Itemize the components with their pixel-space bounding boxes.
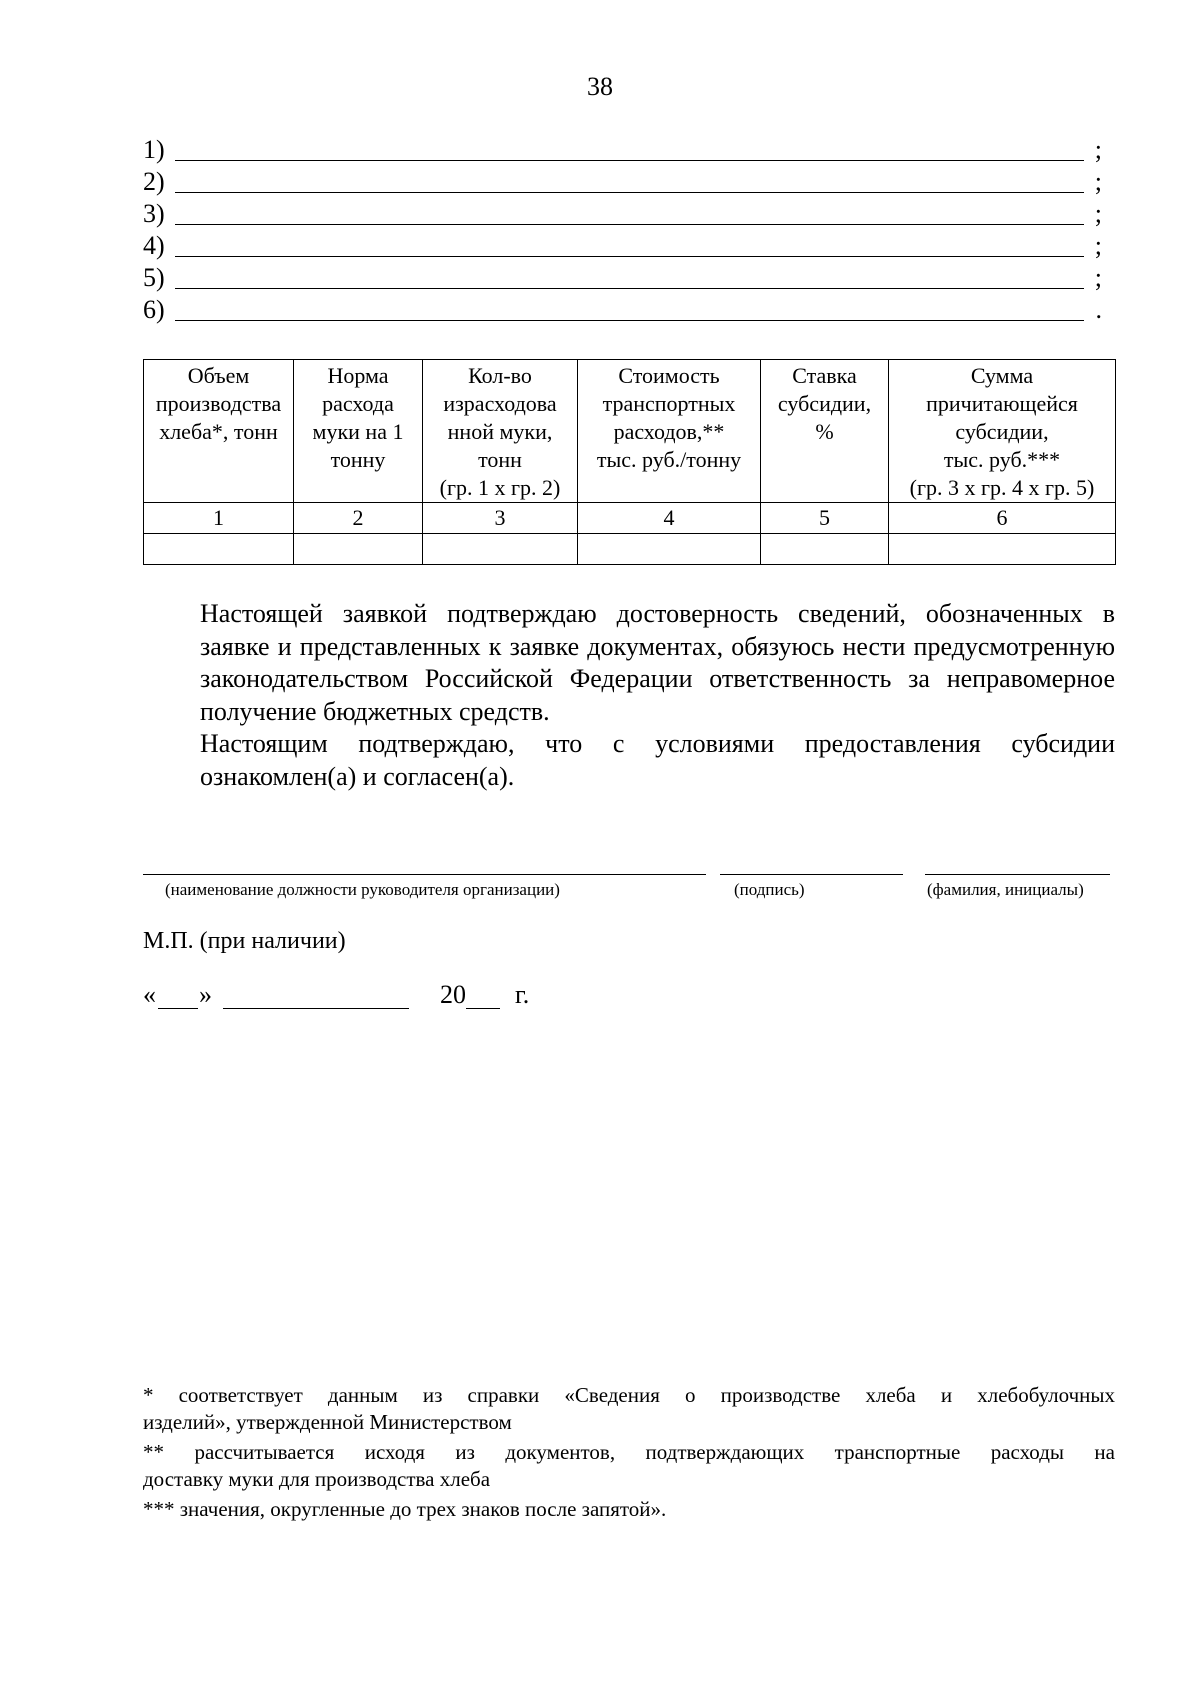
column-number: 2 [294,503,423,534]
table-cell-empty [144,534,294,565]
line-terminator: . [1095,295,1102,324]
table-row-empty [144,534,1116,565]
header-transport-cost: Стоимость транспортных расходов,** тыс. руб./тонну [578,360,761,503]
paragraph-agreement: Настоящим подтверждаю, что с условиями предоставления субсидии ознакомлен(а) и согласен(а). [200,729,1115,791]
blank-line-number: 6) [143,295,165,324]
blank-line-number: 4) [143,231,165,260]
blank-line-4 [143,230,1108,262]
table-cell-empty [761,534,889,565]
date-field [143,978,563,1012]
line-terminator: ; [1094,231,1102,260]
month-blank [223,1008,409,1009]
column-number: 1 [144,503,294,534]
day-blank [158,1008,198,1009]
position-caption: (наименование должности руководителя организации) [165,880,560,899]
year-prefix: 20 [440,980,466,1009]
year-suffix: г. [515,980,530,1009]
blank-line-2 [143,166,1108,198]
header-subsidy-amount: Сумма причитающейся субсидии, тыс. руб.*** (гр. 3 х гр. 4 х гр. 5) [889,360,1116,503]
column-number-row [144,503,1116,534]
header-flour-norm: Норма расхода муки на 1 тонну [294,360,423,503]
footnote-1: * соответствует данным из справки «Сведения о производстве хлеба и хлебобулочных изделий», утвержденной Министерством [143,1383,1115,1434]
blank-line-number: 5) [143,263,165,292]
footnote-2: ** рассчитывается исходя из документов, подтверждающих транспортные расходы на доставку муки для производства хлеба [143,1440,1115,1491]
footnotes [143,1382,1115,1526]
page-number: 38 [587,72,613,101]
line-terminator: ; [1094,199,1102,228]
header-subsidy-rate: Ставка субсидии, % [761,360,889,503]
line-terminator: ; [1094,135,1102,164]
fill-in-line [175,160,1084,161]
table-cell-empty [423,534,578,565]
numbered-blank-lines [143,134,1108,326]
blank-line-number: 3) [143,199,165,228]
line-terminator: ; [1094,263,1102,292]
stamp-placeholder: М.П. (при наличии) [143,928,346,954]
table-cell-empty [578,534,761,565]
name-signature-line [925,874,1110,875]
fill-in-line [175,288,1084,289]
blank-line-5 [143,262,1108,294]
blank-line-1 [143,134,1108,166]
header-production-volume: Объем производства хлеба*, тонн [144,360,294,503]
subsidy-calculation-table [143,359,1116,565]
table-cell-empty [889,534,1116,565]
table-header-row [144,360,1116,503]
confirmation-text [143,598,1115,793]
signature-line [720,874,903,875]
fill-in-line [175,192,1084,193]
table-cell-empty [294,534,423,565]
position-signature-line [143,874,706,875]
column-number: 3 [423,503,578,534]
blank-line-number: 1) [143,135,165,164]
fill-in-line [175,224,1084,225]
name-caption: (фамилия, инициалы) [927,880,1084,899]
blank-line-3 [143,198,1108,230]
line-terminator: ; [1094,167,1102,196]
fill-in-line [175,320,1084,321]
footnote-3: *** значения, округленные до трех знаков после запятой». [143,1497,667,1521]
column-number: 6 [889,503,1116,534]
paragraph-confirmation: Настоящей заявкой подтверждаю достоверность сведений, обозначенных в заявке и представленных к заявке документах, обязуюсь нести предусмотренную законодательством Российской Федерации ответственность за неправомерное получение бюджетных средств. [200,599,1115,726]
date-close-quote: » [199,980,212,1009]
year-blank [466,1008,500,1009]
date-open-quote: « [143,980,156,1009]
blank-line-number: 2) [143,167,165,196]
signature-caption: (подпись) [734,880,805,899]
blank-line-6 [143,294,1108,326]
fill-in-line [175,256,1084,257]
column-number: 5 [761,503,889,534]
column-number: 4 [578,503,761,534]
header-flour-used: Кол-во израсходова нной муки, тонн (гр. 1 х гр. 2) [423,360,578,503]
